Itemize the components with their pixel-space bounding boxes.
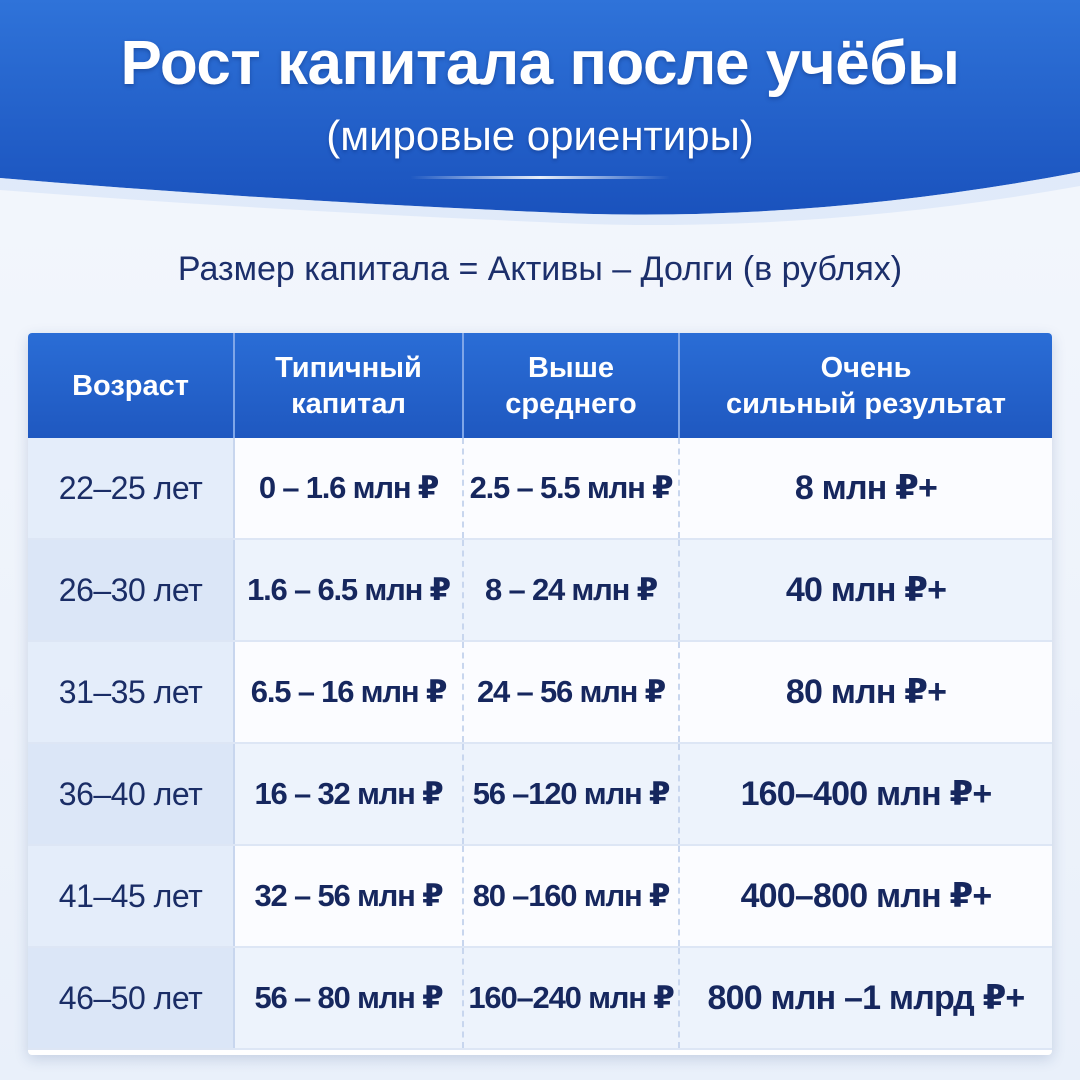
typical-cell: 56 – 80 млн ₽ [234,947,463,1049]
table-row [28,539,1052,641]
typical-cell: 6.5 – 16 млн ₽ [234,641,463,743]
age-cell: 31–35 лет [28,641,234,743]
table-header-row [28,333,1052,438]
above-average-cell: 56 –120 млн ₽ [463,743,679,845]
strong-result-cell: 800 млн –1 млрд ₽+ [679,947,1052,1049]
age-cell: 41–45 лет [28,845,234,947]
column-header-above-average: Выше среднего [463,333,679,438]
column-header-typical: Типичный капитал [234,333,463,438]
age-cell: 22–25 лет [28,438,234,539]
column-header-strong-result: Очень сильный результат [679,333,1052,438]
age-cell: 36–40 лет [28,743,234,845]
page-title: Рост капитала после учёбы [120,29,960,98]
typical-cell: 1.6 – 6.5 млн ₽ [234,539,463,641]
typical-cell: 0 – 1.6 млн ₽ [234,438,463,539]
age-cell: 26–30 лет [28,539,234,641]
table-row [28,947,1052,1049]
above-average-cell: 80 –160 млн ₽ [463,845,679,947]
strong-result-cell: 8 млн ₽+ [679,438,1052,539]
table-row [28,641,1052,743]
above-average-cell: 8 – 24 млн ₽ [463,539,679,641]
table-row [28,743,1052,845]
strong-result-cell: 400–800 млн ₽+ [679,845,1052,947]
above-average-cell: 160–240 млн ₽ [463,947,679,1049]
table-row [28,845,1052,947]
typical-cell: 16 – 32 млн ₽ [234,743,463,845]
age-cell: 46–50 лет [28,947,234,1049]
strong-result-cell: 160–400 млн ₽+ [679,743,1052,845]
typical-cell: 32 – 56 млн ₽ [234,845,463,947]
capital-formula: Размер капитала = Активы – Долги (в рублях) [177,250,903,288]
page-subtitle: (мировые ориентиры) [326,112,754,159]
above-average-cell: 2.5 – 5.5 млн ₽ [463,438,679,539]
table-row [28,438,1052,539]
above-average-cell: 24 – 56 млн ₽ [463,641,679,743]
strong-result-cell: 80 млн ₽+ [679,641,1052,743]
column-header-age: Возраст [28,333,234,438]
strong-result-cell: 40 млн ₽+ [679,539,1052,641]
capital-table [28,333,1052,1050]
capital-table-container [28,333,1052,1055]
